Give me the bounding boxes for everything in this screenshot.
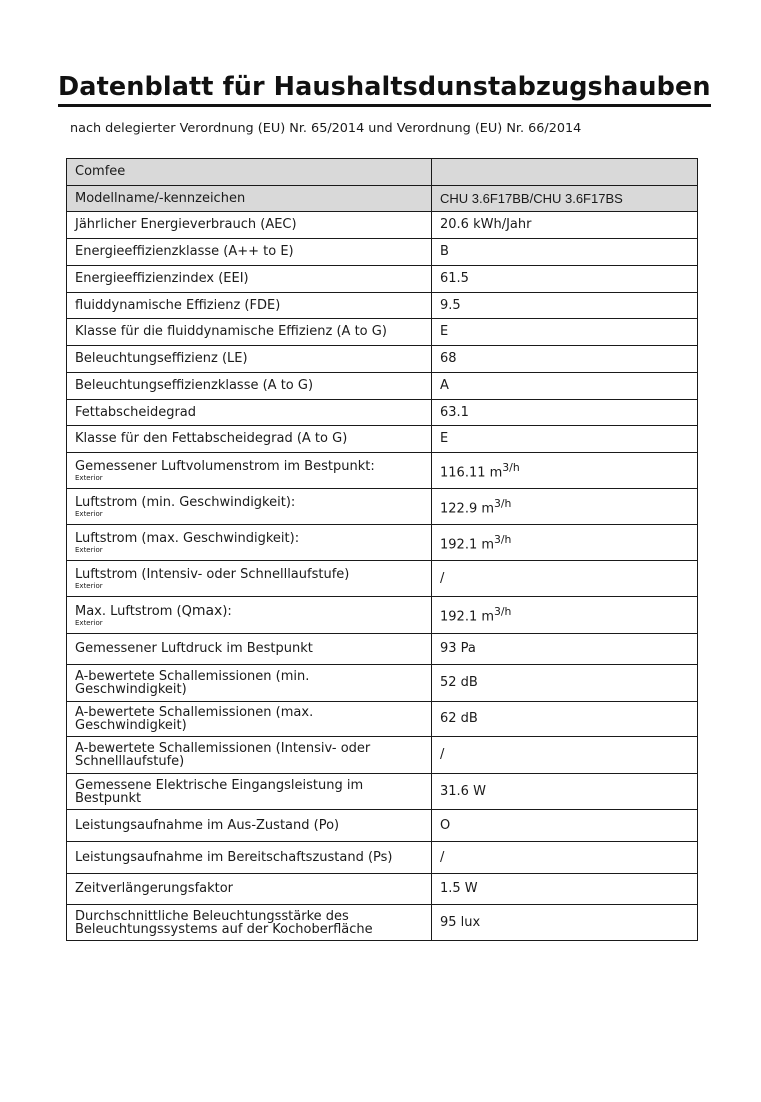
row-label-line2: Schnelllaufstufe) [75,754,185,769]
row-label-line1: A-bewertete Schallemissionen (min. [75,669,310,684]
table-row [67,239,698,266]
row-value: / [432,561,698,597]
row-value [432,453,698,489]
row-sublabel: Exterior [75,581,103,590]
table-row [67,634,698,665]
row-label: Fettabscheidegrad [67,400,432,426]
row-label [67,561,432,597]
row-label-subscript: max [191,602,223,619]
table-row [67,453,698,489]
brand-value [432,159,698,186]
row-value [432,489,698,525]
row-value: 9.5 [432,293,698,319]
row-value: B [432,239,698,266]
row-value: E [432,426,698,453]
row-label [67,597,432,634]
table-row [67,373,698,400]
row-value: 68 [432,346,698,373]
row-label-line2: Beleuchtungssystems auf der Kochoberfläche [75,921,373,937]
row-label: fluiddynamische Effizienz (FDE) [67,293,432,319]
table-row [67,561,698,597]
row-value: O [432,810,698,842]
row-value: 93 Pa [432,634,698,665]
table-row [67,186,698,212]
row-sublabel: Exterior [75,473,103,482]
row-label: Modellname/-kennzeichen [67,186,432,212]
model-value: CHU 3.6F17BB/CHU 3.6F17BS [432,186,698,212]
row-value: / [432,737,698,774]
row-label [67,702,432,737]
row-value-number: 122.9 m [440,501,495,517]
row-sublabel: Exterior [75,545,103,554]
row-label: Gemessener Luftdruck im Bestpunkt [67,634,432,665]
row-label-line2: Bestpunkt [75,790,142,806]
title-underline [58,104,711,107]
row-label-text: Gemessener Luftvolumenstrom im Bestpunkt: [75,458,375,474]
row-value-unit: 3/h [502,460,520,474]
row-value-number: 192.1 m [440,609,495,625]
row-value-unit: 3/h [494,496,512,510]
table-row [67,319,698,346]
page-title: Datenblatt für Haushaltsdunstabzugshauben [58,72,711,102]
row-value: / [432,842,698,874]
row-value: 61.5 [432,266,698,293]
row-value: 62 dB [432,702,698,737]
table-row [67,266,698,293]
regulation-subtitle: nach delegierter Verordnung (EU) Nr. 65/2014 und Verordnung (EU) Nr. 66/2014 [70,121,582,136]
row-label [67,774,432,810]
row-label: Leistungsaufnahme im Aus-Zustand (Po) [67,810,432,842]
row-value-unit: 3/h [494,605,512,619]
table-row [67,842,698,874]
table-row [67,489,698,525]
row-label-text: Luftstrom (max. Geschwindigkeit): [75,530,300,546]
row-sublabel: Exterior [75,509,103,518]
row-label: Zeitverlängerungsfaktor [67,874,432,905]
table-row [67,905,698,941]
row-label: Beleuchtungseffizienz (LE) [67,346,432,373]
row-label-text: Max. Luftstrom (Qmax): [75,602,232,619]
table-row [67,212,698,239]
table-row [67,426,698,453]
row-label-line2: Geschwindigkeit) [75,682,187,697]
row-label: Leistungsaufnahme im Bereitschaftszustand (Ps) [67,842,432,874]
row-value-number: 192.1 m [440,537,495,553]
table-row [67,737,698,774]
row-label: Jährlicher Energieverbrauch (AEC) [67,212,432,239]
row-value-unit: 3/h [494,532,512,546]
table-row [67,665,698,702]
row-label [67,905,432,941]
table-row [67,597,698,634]
row-label: Klasse für die fluiddynamische Effizienz (A to G) [67,319,432,346]
row-label-line2: Geschwindigkeit) [75,718,187,733]
row-label [67,525,432,561]
row-value [432,525,698,561]
table-row [67,702,698,737]
row-sublabel: Exterior [75,618,103,627]
row-value: 52 dB [432,665,698,702]
row-label [67,665,432,702]
row-value: 1.5 W [432,874,698,905]
row-value: 95 lux [432,905,698,941]
row-label-line1: Durchschnittliche Beleuchtungsstärke des [75,908,349,924]
row-label-line1: A-bewertete Schallemissionen (max. [75,705,314,720]
table-row [67,293,698,319]
row-label: Energieeffizienzindex (EEI) [67,266,432,293]
row-value: 20.6 kWh/Jahr [432,212,698,239]
row-label-text: Luftstrom (Intensiv- oder Schnelllaufstufe) [75,566,350,582]
table-row [67,874,698,905]
row-label: Energieeffizienzklasse (A++ to E) [67,239,432,266]
row-label-line1: A-bewertete Schallemissionen (Intensiv- oder [75,741,371,756]
row-label [67,453,432,489]
row-value: 31.6 W [432,774,698,810]
table-row-brand [67,159,698,186]
row-label-line1: Gemessene Elektrische Eingangsleistung im [75,777,364,793]
table-row [67,810,698,842]
row-label [67,737,432,774]
brand-name: Comfee [67,159,432,186]
row-label-text: Luftstrom (min. Geschwindigkeit): [75,494,296,510]
table-row [67,346,698,373]
row-value [432,597,698,634]
row-label: Beleuchtungseffizienzklasse (A to G) [67,373,432,400]
row-value: A [432,373,698,400]
row-value: 63.1 [432,400,698,426]
table-row [67,525,698,561]
row-value-number: 116.11 m [440,465,503,481]
row-label [67,489,432,525]
datasheet-table [66,158,698,941]
row-value: E [432,319,698,346]
row-label: Klasse für den Fettabscheidegrad (A to G) [67,426,432,453]
table-row [67,400,698,426]
table-row [67,774,698,810]
